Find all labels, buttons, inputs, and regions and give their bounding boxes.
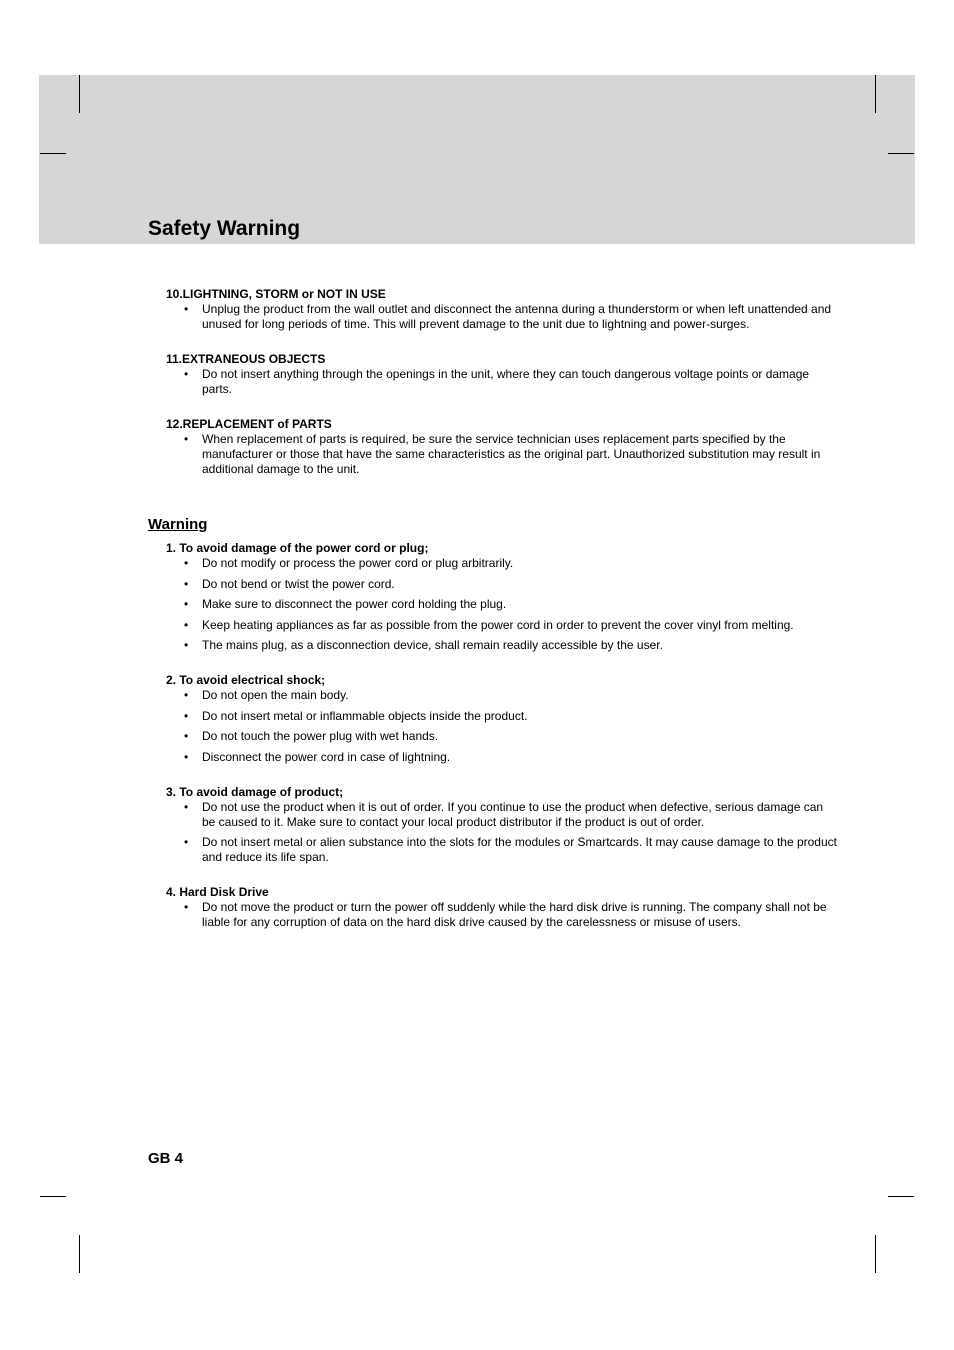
crop-mark-bottom-right-horizontal xyxy=(888,1196,914,1197)
bullet-item: • Do not bend or twist the power cord. xyxy=(202,577,838,592)
bullet-item: • Do not use the product when it is out of order. If you continue to use the product when defective, serious damage can be caused to it. Make sure to contact your local product distributor if the product is out of order. xyxy=(202,800,838,830)
section-heading: 11.EXTRANEOUS OBJECTS xyxy=(166,352,326,366)
warning-section-power-cord xyxy=(148,541,838,653)
bullet-list xyxy=(148,800,838,866)
bullet-list xyxy=(148,900,838,930)
bullet-item: • Do not insert metal or inflammable objects inside the product. xyxy=(202,709,838,724)
bullet-item: • Keep heating appliances as far as possible from the power cord in order to prevent the cover vinyl from melting. xyxy=(202,618,838,633)
crop-mark-bottom-right-vertical xyxy=(875,1235,876,1273)
bullet-item: • Do not open the main body. xyxy=(202,688,838,703)
bullet-list xyxy=(148,367,838,397)
bullet-item: • When replacement of parts is required, be sure the service technician uses replacement parts specified by the manufacturer or those that have the same characteristics as the original part. Unauthorized substitution may result in additional damage to the unit. xyxy=(202,432,838,477)
crop-mark-top-left-horizontal xyxy=(40,153,66,154)
section-heading: 4. Hard Disk Drive xyxy=(166,885,269,899)
bullet-item: • Unplug the product from the wall outlet and disconnect the antenna during a thunderstorm or when left unattended and unused for long periods of time. This will prevent damage to the unit due to lightning and power-surges. xyxy=(202,302,838,332)
section-heading: 1. To avoid damage of the power cord or plug; xyxy=(166,541,429,555)
crop-mark-bottom-left-horizontal xyxy=(40,1196,66,1197)
bullet-list xyxy=(148,302,838,332)
crop-mark-bottom-left-vertical xyxy=(79,1235,80,1273)
section-extraneous-objects xyxy=(148,352,838,397)
bullet-item: • Do not modify or process the power cord or plug arbitrarily. xyxy=(202,556,838,571)
document-body xyxy=(148,287,838,930)
section-heading: 10.LIGHTNING, STORM or NOT IN USE xyxy=(166,287,386,301)
bullet-item: • Do not insert anything through the openings in the unit, where they can touch dangerous voltage points or damage parts. xyxy=(202,367,838,397)
bullet-item: • Do not insert metal or alien substance into the slots for the modules or Smartcards. It may cause damage to the product and reduce its life span. xyxy=(202,835,838,865)
warning-title: Warning xyxy=(148,516,208,533)
bullet-list xyxy=(148,688,838,765)
bullet-item: • Make sure to disconnect the power cord holding the plug. xyxy=(202,597,838,612)
bullet-item: • Do not move the product or turn the power off suddenly while the hard disk drive is running. The company shall not be liable for any corruption of data on the hard disk drive caused by the carelessness or misuse of users. xyxy=(202,900,838,930)
page-number: GB 4 xyxy=(148,1150,184,1167)
crop-mark-top-left-vertical xyxy=(79,75,80,113)
warning-section-hard-disk-drive xyxy=(148,885,838,930)
warning-section-electrical-shock xyxy=(148,673,838,765)
section-lightning-storm xyxy=(148,287,838,332)
bullet-list xyxy=(148,432,838,477)
bullet-item: • Do not touch the power plug with wet hands. xyxy=(202,729,838,744)
crop-mark-top-right-vertical xyxy=(875,75,876,113)
bullet-list xyxy=(148,556,838,653)
section-heading: 12.REPLACEMENT of PARTS xyxy=(166,417,332,431)
warning-section-product-damage xyxy=(148,785,838,866)
bullet-item: • Disconnect the power cord in case of lightning. xyxy=(202,750,838,765)
bullet-item: • The mains plug, as a disconnection device, shall remain readily accessible by the user. xyxy=(202,638,838,653)
section-heading: 3. To avoid damage of product; xyxy=(166,784,344,799)
page-title: Safety Warning xyxy=(148,217,301,240)
section-heading: 2. To avoid electrical shock; xyxy=(166,673,326,687)
crop-mark-top-right-horizontal xyxy=(888,153,914,154)
section-replacement-of-parts xyxy=(148,417,838,477)
